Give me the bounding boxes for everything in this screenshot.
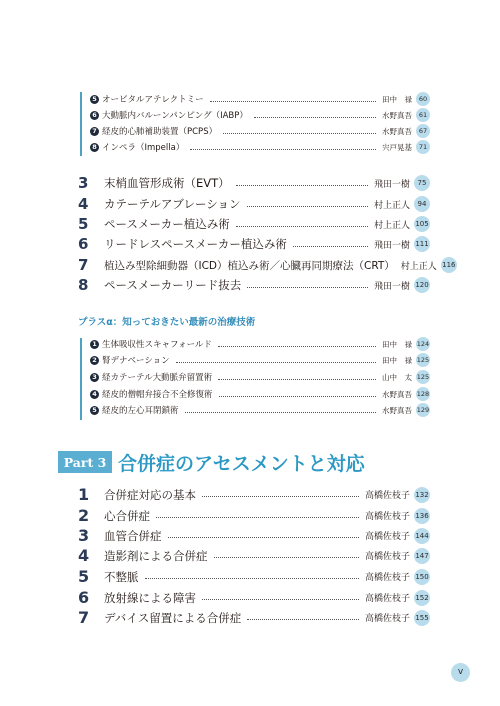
toc-subitem[interactable]	[90, 370, 430, 384]
subitem-title: インペラ（Impella）	[102, 143, 185, 153]
author: 田中 禄	[382, 355, 412, 365]
item-number: 4	[78, 195, 89, 213]
item-number: 4	[78, 546, 90, 565]
page-number: 116	[441, 257, 457, 273]
leader-dots	[219, 396, 376, 397]
page-number: 125	[416, 370, 430, 384]
page-number: 155	[414, 610, 430, 626]
leader-dots	[156, 517, 359, 518]
toc-subitem[interactable]	[90, 92, 430, 106]
number-circle: 8	[90, 143, 99, 152]
part-badge: Part 3	[58, 451, 112, 473]
leader-dots	[247, 287, 368, 288]
leader-dots	[236, 226, 368, 227]
page-number: 94	[414, 196, 430, 212]
number-circle: 1	[90, 340, 99, 349]
author: 飛田一樹	[373, 179, 410, 190]
subitem-title: 生体吸収性スキャフォールド	[102, 340, 212, 350]
toc-item[interactable]	[78, 526, 430, 545]
number-circle: 7	[90, 127, 99, 136]
author: 水野真吾	[382, 405, 412, 415]
leader-dots	[202, 599, 359, 600]
page-number: 129	[416, 403, 430, 417]
page-number: 105	[414, 216, 430, 232]
page-number: 152	[414, 590, 430, 606]
item-title: 不整脈	[104, 569, 139, 584]
author: 高橋佐枝子	[364, 573, 410, 583]
page-number: 124	[416, 337, 430, 351]
toc-item[interactable]	[78, 485, 430, 504]
item-number: 7	[78, 608, 90, 627]
toc-subitem[interactable]	[90, 353, 430, 367]
author: 高橋佐枝子	[364, 552, 410, 562]
author: 高橋佐枝子	[364, 512, 410, 522]
part-title: 合併症のアセスメントと対応	[118, 453, 365, 475]
item-number: 5	[78, 567, 90, 586]
page-number: 61	[416, 108, 430, 122]
page-number: 111	[414, 236, 430, 252]
item-number: 5	[78, 215, 89, 233]
subitem-title: 腎デナベーション	[102, 356, 170, 366]
item-number: 7	[78, 256, 89, 274]
toc-item[interactable]	[78, 174, 430, 192]
author: 水野真吾	[382, 126, 412, 136]
author: 高橋佐枝子	[364, 491, 410, 501]
toc-item[interactable]	[78, 567, 430, 586]
item-title: 末梢血管形成術（EVT）	[104, 176, 230, 190]
item-title: デバイス留置による合併症	[104, 610, 242, 625]
item-number: 3	[78, 174, 89, 192]
leader-dots	[247, 206, 368, 207]
number-circle: 5	[90, 406, 99, 415]
item-number: 8	[78, 276, 89, 294]
toc-item[interactable]	[78, 608, 430, 627]
leader-dots	[218, 379, 376, 380]
number-circle: 4	[90, 390, 99, 399]
author: 飛田一樹	[373, 281, 410, 292]
page-number: 147	[414, 548, 430, 564]
page-number: 67	[416, 124, 430, 138]
toc-item[interactable]	[78, 256, 456, 274]
author: 田中 禄	[382, 94, 412, 104]
item-title: 放射線による障害	[104, 590, 196, 605]
plus-alpha-heading: プラスα：知っておきたい最新の治療技術	[78, 317, 256, 328]
author: 山中 太	[382, 372, 412, 382]
toc-subitem[interactable]	[90, 108, 430, 122]
item-title: 血管合併症	[104, 528, 162, 543]
item-number: 1	[78, 485, 90, 504]
page-number: 125	[416, 353, 430, 367]
leader-dots	[168, 537, 359, 538]
item-title: 心合併症	[104, 508, 150, 523]
page-number: 71	[416, 140, 430, 154]
subitem-title: 経皮的左心耳閉鎖術	[102, 406, 179, 416]
page-number: 120	[414, 277, 430, 293]
item-number: 2	[78, 506, 90, 525]
leader-dots	[202, 496, 359, 497]
author: 水野真吾	[382, 110, 412, 120]
leader-dots	[190, 149, 376, 150]
toc-subitem[interactable]	[90, 124, 430, 138]
toc-item[interactable]	[78, 276, 430, 294]
section-rule-plus	[80, 338, 82, 420]
item-title: カテーテルアブレーション	[104, 197, 241, 211]
subitem-title: オービタルアテレクトミー	[102, 95, 204, 105]
number-circle: 6	[90, 111, 99, 120]
page-number: 136	[414, 508, 430, 524]
leader-dots	[247, 619, 359, 620]
item-title: ペースメーカーリード抜去	[104, 278, 242, 292]
author: 高橋佐枝子	[364, 532, 410, 542]
author: 水野真吾	[382, 389, 412, 399]
page-number: 132	[414, 487, 430, 503]
toc-subitem[interactable]	[90, 403, 430, 417]
leader-dots	[236, 185, 368, 186]
toc-subitem[interactable]	[90, 337, 430, 351]
toc-item[interactable]	[78, 506, 430, 525]
author: 宍戸晃基	[382, 142, 412, 152]
subitem-title: 大動脈内バルーンパンピング（IABP）	[102, 111, 248, 121]
leader-dots	[293, 246, 368, 247]
toc-item[interactable]	[78, 588, 430, 607]
subitem-title: 経皮的心肺補助装置（PCPS）	[102, 127, 218, 137]
leader-dots	[218, 346, 376, 347]
page-number: 150	[414, 569, 430, 585]
subitem-title: 経カテーテル大動脈弁留置術	[102, 373, 213, 383]
section-rule-top	[80, 92, 82, 156]
leader-dots	[210, 101, 376, 102]
author: 高橋佐枝子	[364, 594, 410, 604]
author: 高橋佐枝子	[364, 614, 410, 624]
page-number: 75	[414, 175, 430, 191]
toc-item[interactable]	[78, 235, 430, 253]
leader-dots	[214, 557, 359, 558]
item-title: ペースメーカー植込み術	[104, 217, 230, 231]
subitem-title: 経皮的僧帽弁接合不全修復術	[102, 390, 213, 400]
item-number: 6	[78, 235, 89, 253]
toc-item[interactable]	[78, 215, 430, 233]
toc-subitem[interactable]	[90, 387, 430, 401]
author: 村上正人	[400, 261, 437, 272]
number-circle: 3	[90, 373, 99, 382]
toc-item[interactable]	[78, 195, 430, 213]
leader-dots	[185, 412, 376, 413]
toc-subitem[interactable]	[90, 140, 430, 154]
item-number: 6	[78, 588, 90, 607]
author: 村上正人	[373, 200, 410, 211]
toc-item[interactable]	[78, 546, 430, 565]
leader-dots	[254, 117, 376, 118]
item-title: 造影剤による合併症	[104, 548, 208, 563]
author: 飛田一樹	[373, 240, 410, 251]
page-number: 128	[416, 387, 430, 401]
leader-dots	[145, 578, 359, 579]
author: 村上正人	[373, 220, 410, 231]
item-title: 合併症対応の基本	[104, 487, 196, 502]
item-number: 3	[78, 526, 90, 545]
author: 田中 禄	[382, 339, 412, 349]
page-number: 144	[414, 528, 430, 544]
leader-dots	[223, 133, 376, 134]
number-circle: 5	[90, 95, 99, 104]
number-circle: 2	[90, 356, 99, 365]
item-title: リードレスペースメーカー植込み術	[104, 237, 287, 251]
leader-dots	[176, 362, 376, 363]
page-number: 60	[416, 92, 430, 106]
page-folio: v	[451, 663, 470, 682]
item-title: 植込み型除細動器（ICD）植込み術／心臓再同期療法（CRT）	[104, 259, 395, 272]
